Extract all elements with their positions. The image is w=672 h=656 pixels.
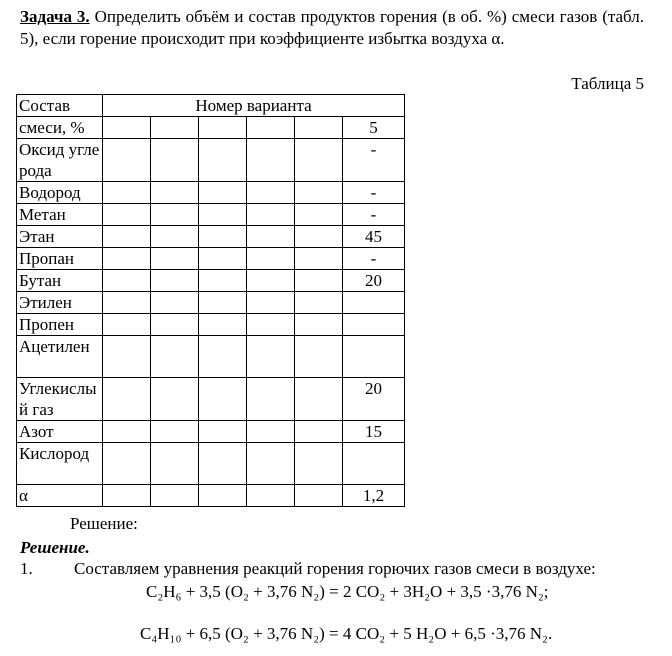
header-composition: Состав	[17, 95, 103, 117]
equation-butane: C₄H₁₀ + 6,5 (O₂ + 3,76 N₂) = 4 CO₂ + 5 H₂O + 6,5 ·3,76 N₂.	[140, 624, 553, 643]
table-row	[17, 292, 405, 314]
table-caption: Таблица 5	[571, 74, 644, 93]
task-label: Задача 3.	[20, 7, 90, 26]
step-number: 1.	[20, 559, 33, 578]
equation-ethane: C₂H₆ + 3,5 (O₂ + 3,76 N₂) = 2 CO₂ + 3H₂O + 3,5 ·3,76 N₂;	[146, 582, 549, 601]
gas-composition-table	[16, 94, 405, 507]
row-gas-name: Этилен	[17, 292, 103, 314]
table-row	[17, 226, 405, 248]
row-variant-5-value: 1,2	[343, 485, 405, 507]
table-row	[17, 378, 405, 421]
row-gas-name: Азот	[17, 421, 103, 443]
step-text: Составляем уравнения реакций горения горючих газов смеси в воздухе:	[74, 559, 596, 578]
row-variant-5-value: -	[343, 248, 405, 270]
row-gas-name: Метан	[17, 204, 103, 226]
table-row	[17, 336, 405, 378]
row-variant-5-value: 20	[343, 378, 405, 421]
row-variant-5-value	[343, 292, 405, 314]
table-row	[17, 182, 405, 204]
row-variant-5-value: -	[343, 204, 405, 226]
row-gas-name: Кислород	[17, 443, 103, 485]
row-variant-5-value: -	[343, 182, 405, 204]
row-variant-5-value	[343, 314, 405, 336]
solution-label-plain: Решение:	[70, 514, 138, 533]
row-variant-5-value: -	[343, 139, 405, 182]
header-composition-unit: смеси, %	[17, 117, 103, 139]
table-row	[17, 204, 405, 226]
row-variant-5-value: 20	[343, 270, 405, 292]
header-variant-number: Номер варианта	[103, 95, 405, 117]
row-variant-5-value: 15	[343, 421, 405, 443]
task-paragraph	[20, 6, 644, 50]
table-row	[17, 421, 405, 443]
solution-step	[20, 559, 596, 579]
row-gas-name: Ацетилен	[17, 336, 103, 378]
table-row	[17, 485, 405, 507]
table-row	[17, 443, 405, 485]
row-gas-name: Водород	[17, 182, 103, 204]
row-gas-name: Пропан	[17, 248, 103, 270]
row-gas-name: Этан	[17, 226, 103, 248]
row-gas-name: Пропен	[17, 314, 103, 336]
row-gas-name: Углекислый газ	[17, 378, 103, 421]
table-row	[17, 139, 405, 182]
table-subheader-row	[17, 117, 405, 139]
row-gas-name: Оксид углерода	[17, 139, 103, 182]
table-row	[17, 314, 405, 336]
header-variant-value: 5	[343, 117, 405, 139]
row-gas-name: α	[17, 485, 103, 507]
row-variant-5-value: 45	[343, 226, 405, 248]
row-variant-5-value	[343, 443, 405, 485]
table-header-row	[17, 95, 405, 117]
row-gas-name: Бутан	[17, 270, 103, 292]
row-variant-5-value	[343, 336, 405, 378]
task-text: Определить объём и состав продуктов горения (в об. %) смеси газов (табл. 5), если горение происходит при коэффициенте избытка воздуха α.	[20, 7, 644, 48]
table-row	[17, 270, 405, 292]
table-row	[17, 248, 405, 270]
solution-label-bold: Решение.	[20, 538, 90, 557]
